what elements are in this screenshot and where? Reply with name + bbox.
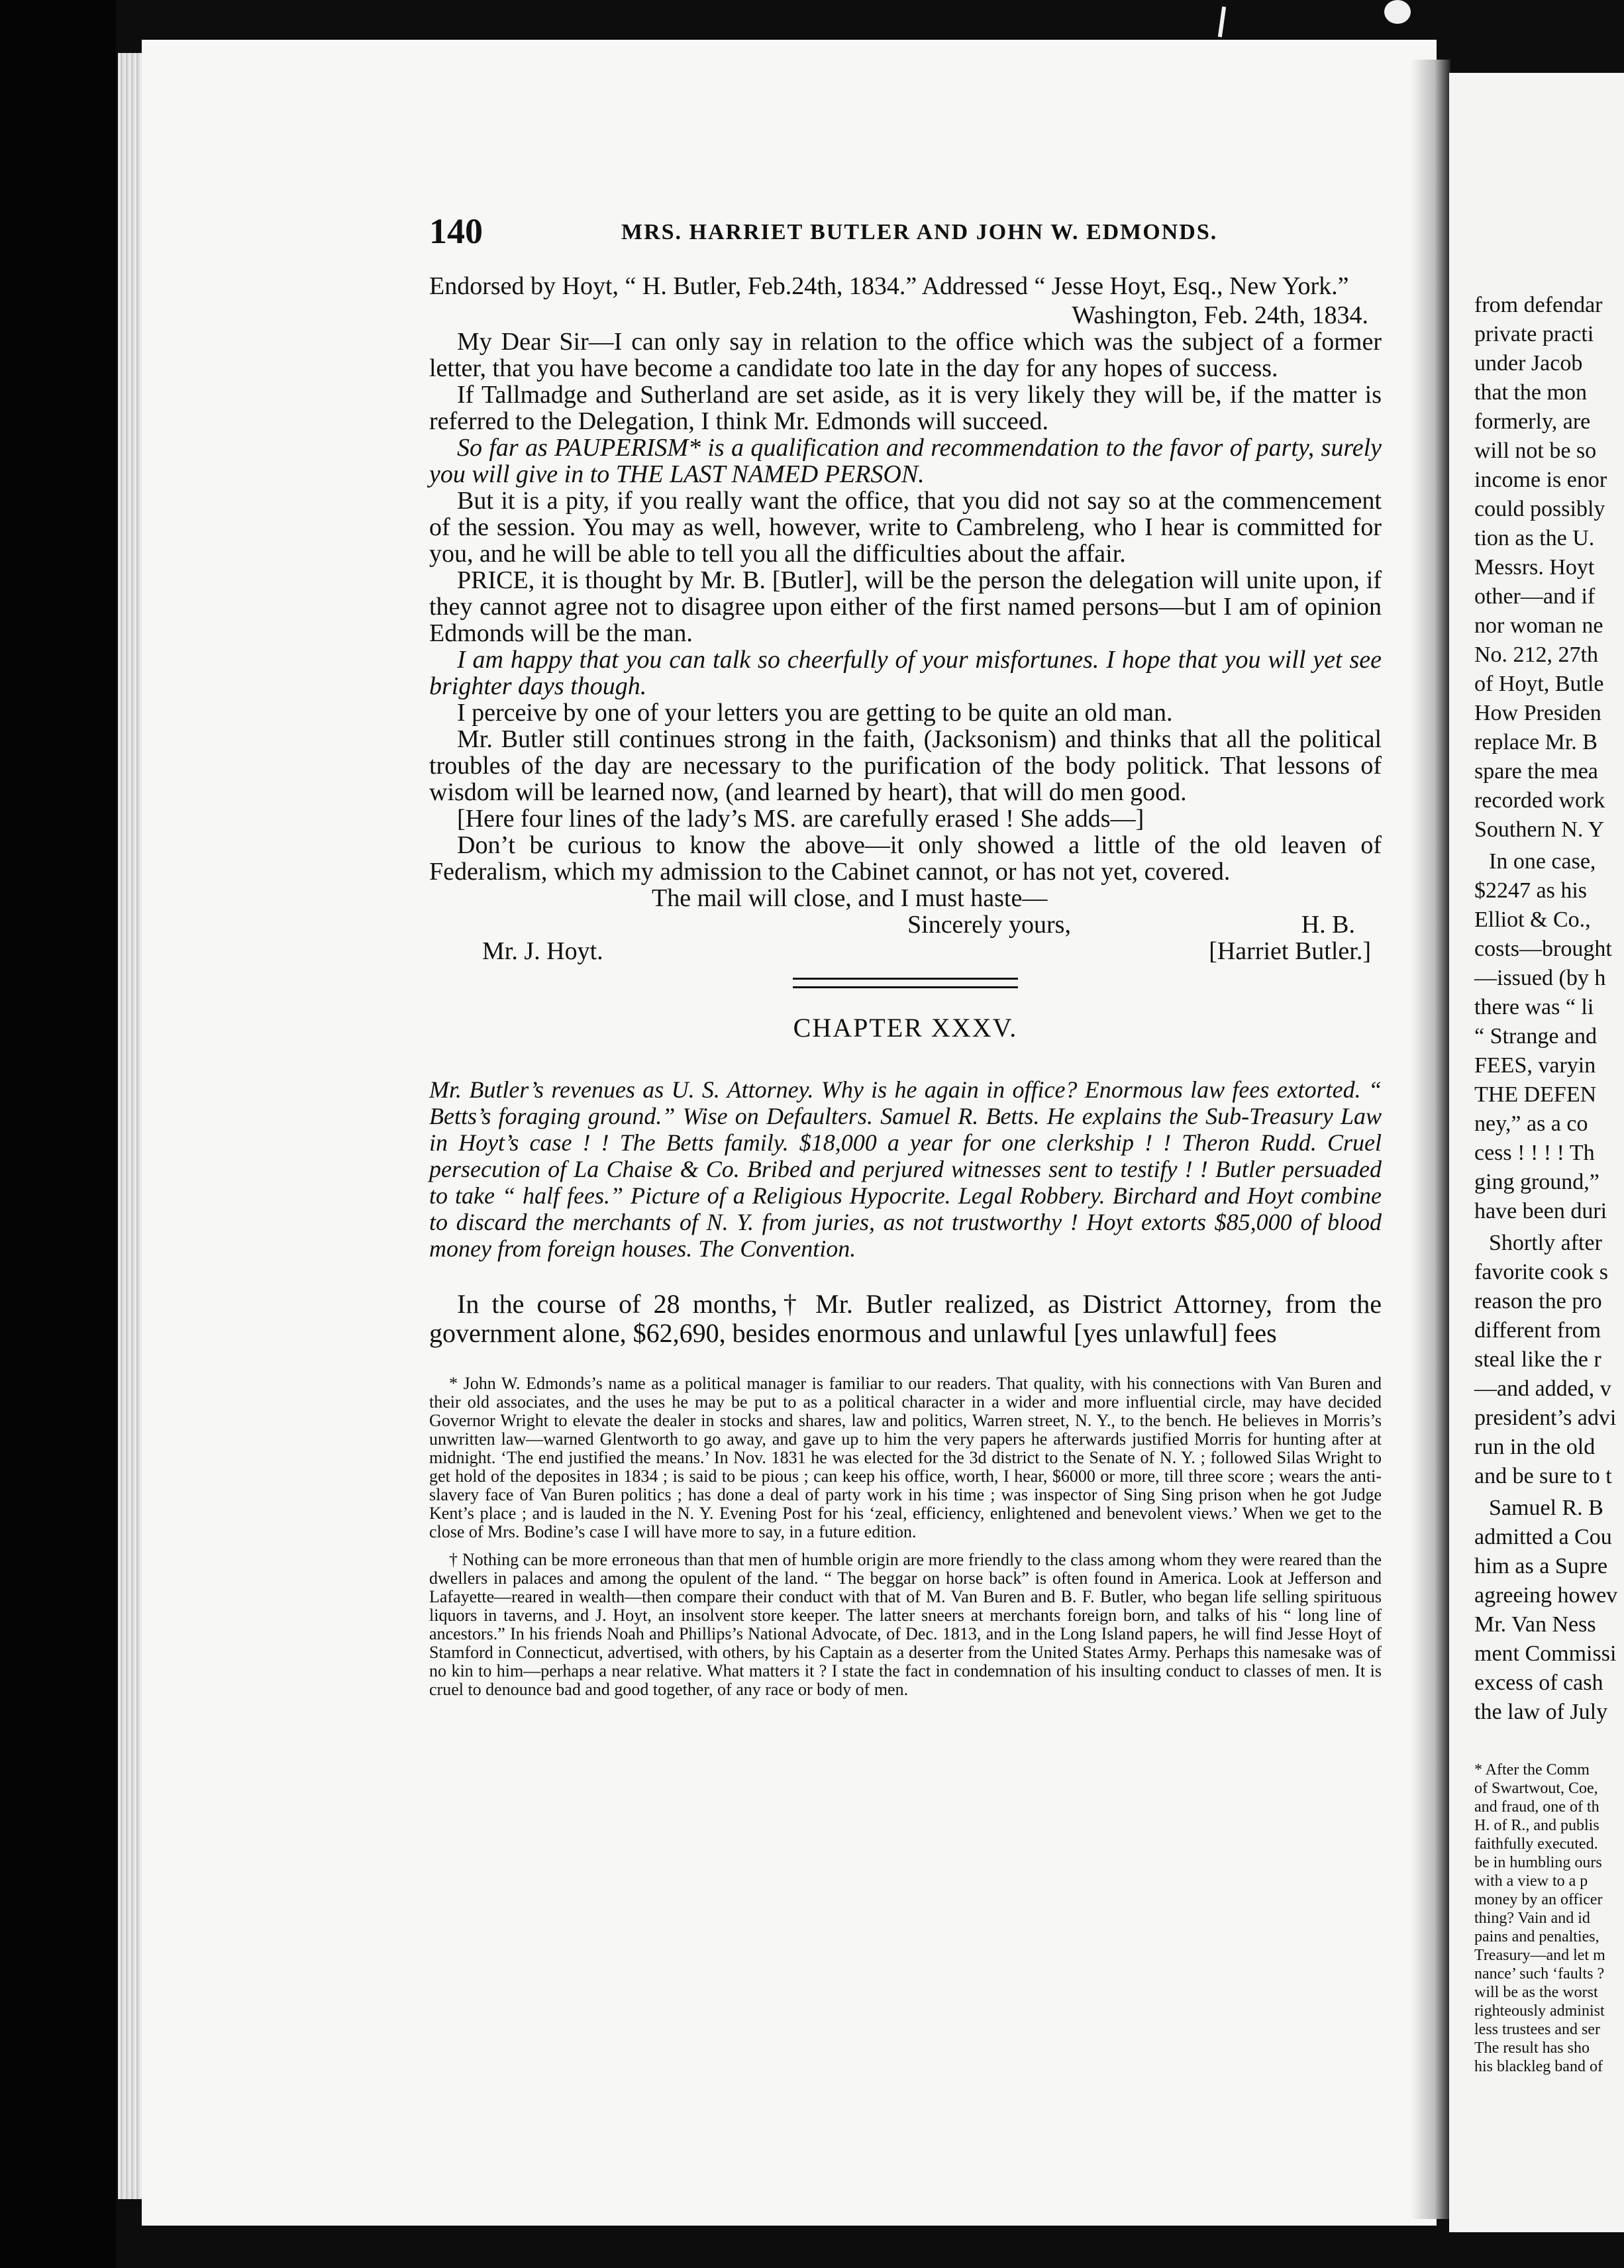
facing-page-footnote-line: * After the Comm: [1474, 1761, 1590, 1778]
facing-page-line: steal like the r: [1474, 1347, 1601, 1372]
facing-page-line: “ Strange and: [1474, 1024, 1598, 1049]
letter-paragraph: My Dear Sir—I can only say in relation to the office which was the subject of a former letter, that you have become a candidate too late in the day for any hopes of success.: [429, 328, 1382, 382]
letter-paragraph: Mr. Butler still continues strong in the faith, (Jacksonism) and thinks that all the political troubles of the day are necessary to the purification of the body politick. That lessons of wisdom will be learned now, (and learned by heart), that will do men good.: [429, 725, 1382, 806]
facing-page-line: under Jacob: [1474, 351, 1583, 376]
book-gutter: [1411, 60, 1450, 2219]
facing-page-footnote-line: pains and penalties,: [1474, 1928, 1599, 1945]
facing-page-footnote-line: money by an officer: [1474, 1891, 1603, 1908]
facing-page-line: formerly, are: [1474, 409, 1591, 434]
letter-paragraph: Don’t be curious to know the above—it only showed a little of the old leaven of Federalism, which my admission to the Cabinet cannot, or has not yet, covered.: [429, 831, 1382, 886]
facing-page-line: other—and if: [1474, 584, 1596, 609]
letter-endorsement: Endorsed by Hoyt, “ H. Butler, Feb.24th, 1834.” Addressed “ Jesse Hoyt, Esq., New York.”: [429, 272, 1349, 300]
facing-page-footnote-line: and fraud, one of th: [1474, 1798, 1599, 1816]
facing-page-footnote-line: be in humbling ours: [1474, 1854, 1602, 1871]
scan-border-left: [0, 0, 116, 2268]
page-body: [429, 273, 1382, 1699]
letter-paragraph: PRICE, it is thought by Mr. B. [Butler], will be the person the delegation will unite upon, if they cannot agree not to disagree upon either of the first named persons—but I am of opinion Edmonds will be the man.: [429, 566, 1382, 647]
facing-page-footnote-line: H. of R., and publis: [1474, 1817, 1599, 1834]
facing-page-line: could possibly: [1474, 497, 1605, 521]
facing-page-line: Mr. Van Ness: [1474, 1612, 1596, 1637]
facing-page-line: Samuel R. B: [1489, 1496, 1603, 1520]
page-stack-edge: [118, 53, 143, 2199]
facing-page-footnote-line: thing? Vain and id: [1474, 1910, 1590, 1927]
footnote: * John W. Edmonds’s name as a political manager is familiar to our readers. That quality, with his connections with Van Buren and their old associates, and the uses he may be put to as a political character in a wider and more influential circle, may have decided Governor Wright to elevate the dealer in stocks and shares, law and politics, Warren street, N. Y., to the bench. He believes in Morris’s unwritten law—warned Glentworth to go away, and gave up to him the very papers he afterwards justified Morris for hunting after at midnight. ‘The end justified the means.’ In Nov. 1831 he was elected for the 3d district to the Senate of N. Y. ; followed Silas Wright to get hold of the deposites in 1834 ; is said to be pious ; can keep his office, worth, I hear, $6000 or more, till three score ; wears the anti-slavery face of Van Buren politics ; has done a deal of party work in his time ; was inspector of Sing Sing prison when he got Judge Kent’s place ; and is lauded in the N. Y. Evening Post for his ‘zeal, efficiency, enlightened and benevolent views.’ When we get to the close of Mrs. Bodine’s case I will have more to say, in a future edition.: [429, 1374, 1382, 1541]
facing-page-line: from defendar: [1474, 293, 1603, 317]
facing-page-line: reason the pro: [1474, 1289, 1602, 1314]
facing-page-line: Shortly after: [1489, 1231, 1602, 1255]
letter-sincerely-row: [429, 911, 1382, 938]
facing-page-line: there was “ li: [1474, 995, 1594, 1019]
letter-signature-row: [429, 938, 1382, 964]
facing-page-footnote-line: righteously administ: [1474, 2002, 1605, 2020]
facing-page-line: of Hoyt, Butle: [1474, 672, 1604, 696]
facing-page-footnote-line: his blackleg band of: [1474, 2058, 1603, 2075]
facing-page-line: ging ground,”: [1474, 1170, 1599, 1194]
facing-page-footnote-line: less trustees and ser: [1474, 2021, 1600, 2038]
facing-page-line: ment Commissi: [1474, 1641, 1617, 1666]
facing-page-line: the law of July: [1474, 1700, 1608, 1724]
facing-page-line: cess ! ! ! ! Th: [1474, 1141, 1595, 1165]
facing-page-line: ney,” as a co: [1474, 1111, 1588, 1136]
footnote: † Nothing can be more erroneous than that men of humble origin are more friendly to the class among whom they were reared than the dwellers in palaces and among the opulent of the land. “ The beggar on horse back” is often found in America. Look at Jefferson and Lafayette—reared in wealth—then compare their conduct with that of M. Van Buren and B. F. Butler, who began life selling spirituous liquors in taverns, and J. Hoyt, an insolvent store keeper. The latter sneers at merchants foreign born, and talks of his “ long line of ancestors.” In his friends Noah and Phillips’s National Advocate, of Dec. 1813, and in the Long Island papers, he will find Jesse Hoyt of Stamford in Connecticut, advertised, with others, by his Captain as a deserter from the United States Army. Perhaps this namesake was of no kin to him—perhaps a near relative. What matters it ? I state the fact in condemnation of his insulting conduct to classes of men. It is cruel to denounce bad and good together, of any race or body of men.: [429, 1550, 1382, 1699]
letter-closing: The mail will close, and I must haste—: [652, 884, 1048, 912]
facing-page-line: Elliot & Co.,: [1474, 907, 1591, 932]
facing-page-line: income is enor: [1474, 468, 1607, 492]
facing-page-line: In one case,: [1489, 849, 1596, 874]
letter-paragraph: But it is a pity, if you really want the office, that you did not say so at the commencement of the session. You may as well, however, write to Cambreleng, who I hear is committed for you, and he will be able to tell you all the difficulties about the affair.: [429, 487, 1382, 568]
page-number: 140: [429, 211, 483, 251]
letter-dateline: Washington, Feb. 24th, 1834.: [1072, 301, 1368, 329]
facing-page-line: private practi: [1474, 322, 1594, 346]
chapter-summary: Mr. Butler’s revenues as U. S. Attorney. Why is he again in office? Enormous law fees extorted. “ Betts’s foraging ground.” Wise on Defaulters. Samuel R. Betts. He explains the Sub-Treasury Law in Hoyt’s case ! ! The Betts family. $18,000 a year for one clerkship ! ! Theron Rudd. Cruel persecution of La Chaise & Co. Bribed and perjured witnesses sent to testify ! ! Butler persuaded to take “ half fees.” Picture of a Religious Hypocrite. Legal Robbery. Birchard and Hoyt combine to discard the merchants of N. Y. from juries, as not trustworthy ! Hoyt extorts $85,000 of blood money from foreign houses. The Convention.: [429, 1076, 1382, 1262]
facing-page-line: THE DEFEN: [1474, 1082, 1597, 1107]
facing-page-line: $2247 as his: [1474, 878, 1587, 903]
letter-paragraph: If Tallmadge and Sutherland are set aside, as it is very likely they will be, if the matter is referred to the Delegation, I think Mr. Edmonds will succeed.: [429, 381, 1382, 435]
letter-paragraph: I perceive by one of your letters you are getting to be quite an old man.: [457, 699, 1173, 727]
facing-page-line: —issued (by h: [1474, 966, 1606, 990]
facing-page-line: replace Mr. B: [1474, 730, 1598, 754]
facing-page-line: favorite cook s: [1474, 1260, 1609, 1284]
facing-page-footnote-line: with a view to a p: [1474, 1873, 1588, 1890]
facing-page-line: and be sure to t: [1474, 1464, 1612, 1488]
facing-page-line: —and added, v: [1474, 1376, 1611, 1401]
facing-page-line: No. 212, 27th: [1474, 643, 1598, 667]
facing-page-line: have been duri: [1474, 1199, 1607, 1223]
letter-paragraph: I am happy that you can talk so cheerfully of your misfortunes. I hope that you will yet see brighter days though.: [429, 646, 1382, 700]
facing-page-line: that the mon: [1474, 380, 1587, 405]
facing-page-line: spare the mea: [1474, 759, 1598, 784]
section-divider: [793, 978, 1018, 988]
letter-paragraph: [Here four lines of the lady’s MS. are carefully erased ! She adds—]: [457, 805, 1144, 833]
facing-page-line: admitted a Cou: [1474, 1525, 1612, 1549]
facing-page-line: agreeing howev: [1474, 1583, 1618, 1608]
facing-page-line: him as a Supre: [1474, 1554, 1608, 1578]
facing-page-footnote-line: The result has sho: [1474, 2039, 1590, 2057]
facing-page-line: costs—brought: [1474, 937, 1612, 961]
facing-page-line: FEES, varyin: [1474, 1053, 1596, 1078]
facing-page-footnote-line: of Swartwout, Coe,: [1474, 1780, 1598, 1797]
facing-page-line: Messrs. Hoyt: [1474, 555, 1595, 580]
letter-signer: [Harriet Butler.]: [1209, 937, 1371, 965]
facing-page-line: tion as the U.: [1474, 526, 1595, 550]
running-head: MRS. HARRIET BUTLER AND JOHN W. EDMONDS.: [621, 220, 1218, 244]
letter-initials: H. B.: [1301, 911, 1355, 939]
letter-addressee: Mr. J. Hoyt.: [482, 937, 603, 965]
facing-page: [1449, 73, 1624, 2232]
facing-page-line: president’s advi: [1474, 1406, 1617, 1430]
letter-paragraph: So far as PAUPERISM* is a qualification and recommendation to the favor of party, surely you will give in to THE LAST NAMED PERSON.: [429, 434, 1382, 488]
chapter-body: In the course of 28 months,† Mr. Butler realized, as District Attorney, from the government alone, $62,690, besides enormous and unlawful [yes unlawful] fees: [429, 1289, 1382, 1348]
facing-page-line: Southern N. Y: [1474, 817, 1605, 842]
facing-page-line: run in the old: [1474, 1435, 1596, 1459]
facing-page-line: How Presiden: [1474, 701, 1601, 725]
chapter-title: CHAPTER XXXV.: [793, 1013, 1018, 1043]
facing-page-footnote-line: will be as the worst: [1474, 1984, 1598, 2001]
scan-tick-mark: [1218, 7, 1226, 37]
facing-page-line: excess of cash: [1474, 1671, 1603, 1695]
facing-page-footnote-line: faithfully executed.: [1474, 1835, 1598, 1853]
facing-page-line: different from: [1474, 1318, 1601, 1343]
facing-page-footnote-line: nance’ such ‘faults ?: [1474, 1965, 1605, 1983]
letter-sincerely: Sincerely yours,: [907, 911, 1071, 939]
facing-page-line: recorded work: [1474, 788, 1605, 813]
facing-page-line: nor woman ne: [1474, 613, 1603, 638]
scan-mark: [1384, 0, 1411, 24]
facing-page-line: will not be so: [1474, 438, 1597, 463]
page-header: [429, 211, 1382, 250]
facing-page-footnote-line: Treasury—and let m: [1474, 1947, 1605, 1964]
